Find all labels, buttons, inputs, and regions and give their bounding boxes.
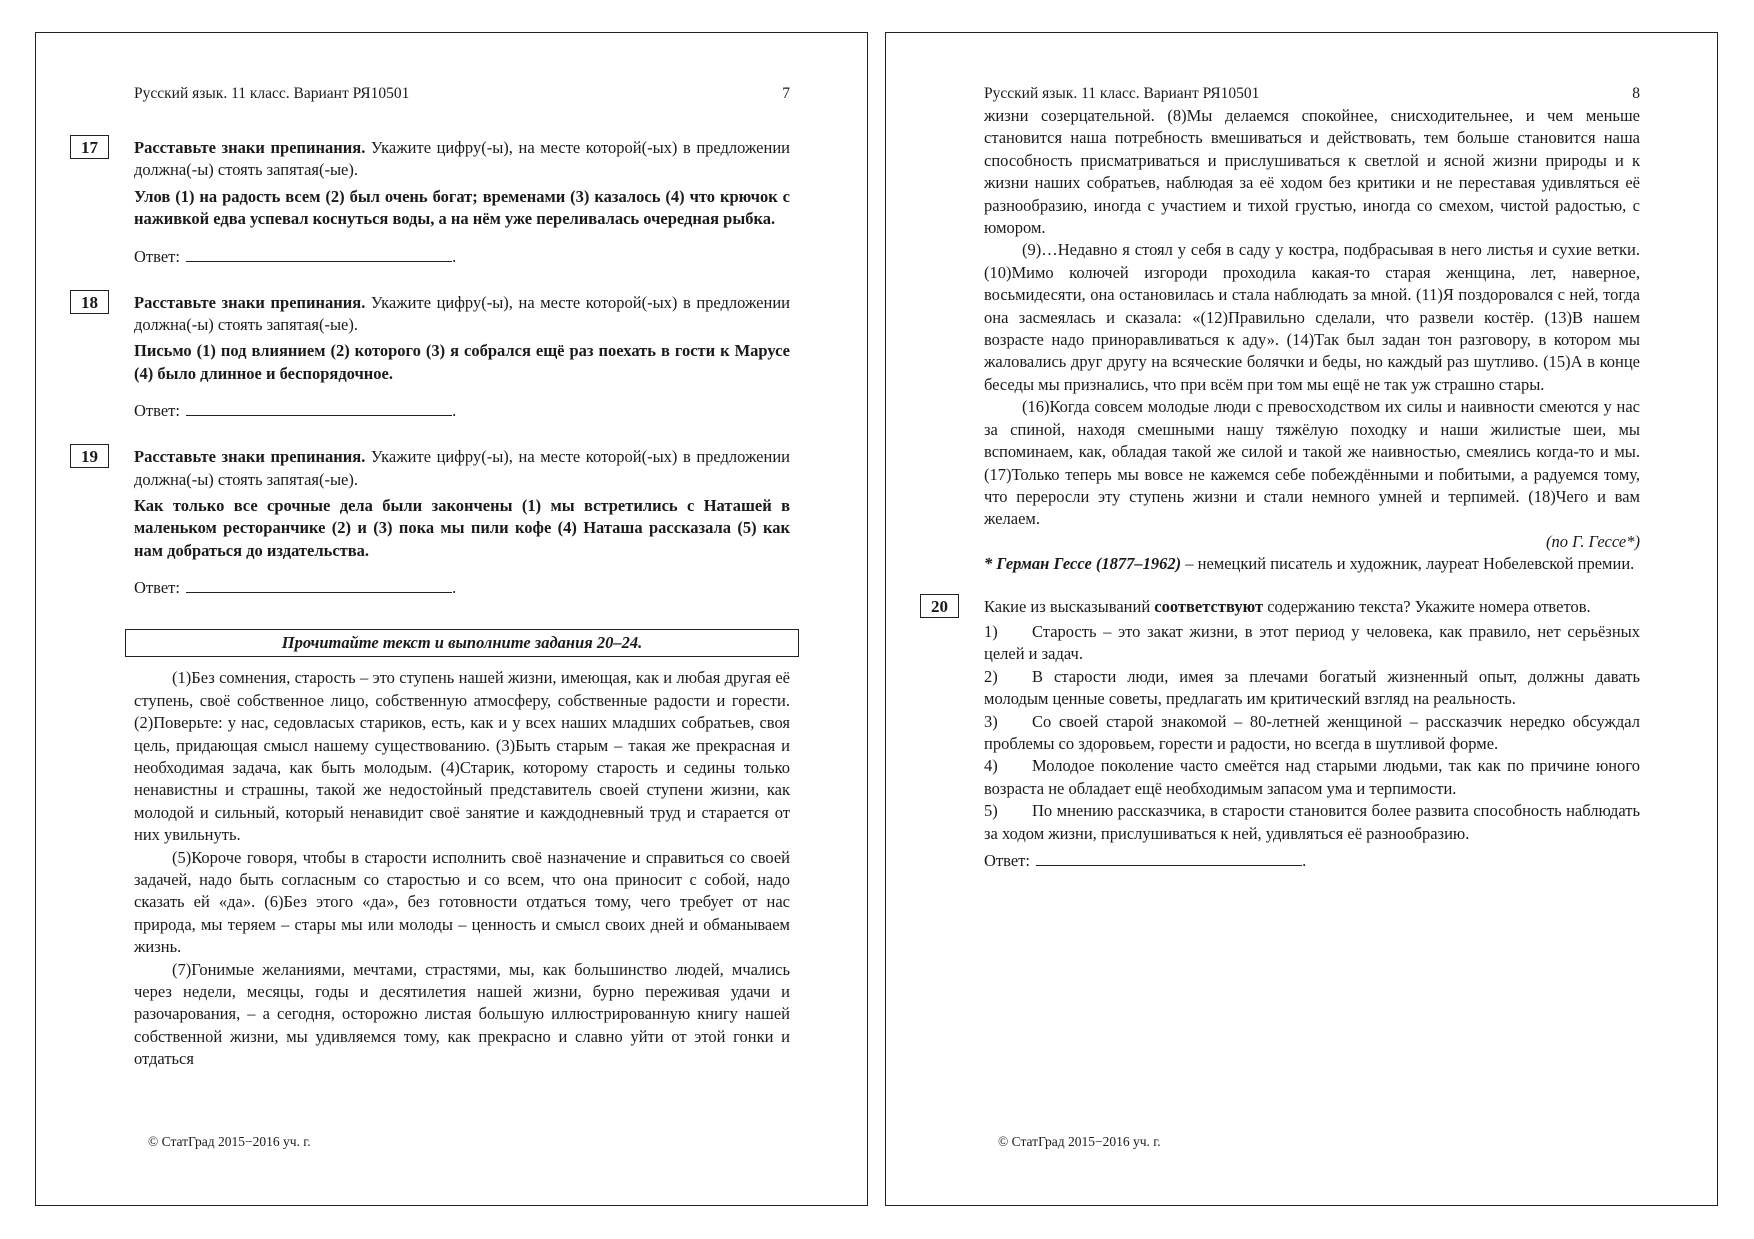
option-number: 1): [984, 621, 998, 641]
page-header: [984, 83, 1640, 105]
text-paragraph: (9)…Недавно я стоял у себя в саду у костра, подбрасывая в него листья и сухие ветки. (10)Мимо колючей изгороди проходила какая-то старая женщина, лет, наверное, восьмидесяти, она остановилась и стала наблюдать за мной. (11)Я поздоровался с ней, тогда она засмеялась и сказала: «(12)Правильно сделали, что развели костёр. (13)В нашем возрасте надо приноравливаться к аду». (14)Так был задан тон разговору, в котором мы жаловались друг другу на всяческие болячки и беды, но каждый раз шутливо. (15)А в конце беседы мы признались, что при всём при том мы ещё не так уж страшно стары.: [984, 240, 1640, 394]
answer-line[interactable]: [186, 245, 452, 262]
left-page: [35, 32, 868, 1206]
instruction-bold: Расставьте знаки препинания.: [134, 447, 366, 467]
option-number: 5): [984, 801, 998, 821]
answer-end: .: [1302, 851, 1307, 870]
page-footer: © СтатГрад 2015−2016 уч. г.: [148, 1134, 311, 1149]
task-18: [81, 292, 790, 423]
answer-row: [984, 849, 1640, 872]
page-number: 7: [782, 85, 790, 102]
header-title: Русский язык. 11 класс. Вариант РЯ10501: [984, 85, 1260, 102]
answer-line[interactable]: [186, 399, 452, 416]
answer-label: Ответ:: [984, 851, 1030, 870]
option-list: [984, 621, 1640, 845]
task-17: [81, 137, 790, 268]
option-number: 3): [984, 711, 998, 731]
text-source: (по Г. Гессе*): [1545, 531, 1640, 551]
instruction-bold: Расставьте знаки препинания.: [134, 138, 366, 157]
page-number: 8: [1632, 85, 1640, 102]
answer-row: [134, 245, 790, 268]
option-item: [984, 755, 1640, 800]
instruction-text: Укажите цифру(-ы), на месте которой(-ых) в предложении должна(-ы) стоять запятая(-ые).: [134, 447, 790, 489]
page-footer: © СтатГрад 2015−2016 уч. г.: [998, 1134, 1161, 1149]
option-text: Со своей старой знакомой – 80-летней женщиной – рассказчик нередко обсуждал проблемы со здоровьем, горести и радости, но всегда в шутливой форме.: [984, 711, 1640, 753]
answer-label: Ответ:: [134, 401, 180, 421]
answer-line[interactable]: [186, 576, 452, 593]
option-text: В старости люди, имея за плечами богатый жизненный опыт, должны давать молодым ценные советы, предлагать им критический взгляд на реальность.: [984, 666, 1640, 709]
option-text: Старость – это закат жизни, в этот период у человека, как правило, нет серьёзных целей и задач.: [984, 621, 1640, 664]
left-page-content: [81, 83, 790, 1071]
task-instruction: [134, 137, 790, 182]
instruction-text: Укажите цифру(-ы), на месте которой(-ых) в предложении должна(-ы) стоять запятая(-ые).: [134, 138, 790, 180]
option-item: [984, 800, 1640, 845]
right-page-content: [931, 83, 1640, 872]
answer-label: Ответ:: [134, 578, 180, 598]
answer-end: .: [452, 578, 457, 598]
task-20: [931, 596, 1640, 872]
text-paragraph: (7)Гонимые желаниями, мечтами, страстями, мы, как большинство людей, мчались через недели, месяцы, годы и десятилетия нашей жизни, бурно переживая удачи и разочарования, – а сегодня, осторожно листая большую иллюстрированную книгу нашей собственной жизни, мы удивляемся тому, как прекрасно и славно уйти от этой гонки и отдаться: [134, 959, 790, 1069]
task-sentence: Как только все срочные дела были закончены (1) мы встретились с Наташей в маленьком ресторанчике (2) и (3) пока мы пили кофе (4) Наташа рассказала (5) как нам добраться до издательства.: [134, 496, 790, 560]
text-paragraph: (16)Когда совсем молодые люди с превосходством их силы и наивности смеются у нас за спиной, находя смешными нашу тяжёлую походку и наши жилистые шеи, мы вспоминаем, как, обладая такой же силой и такой же наивностью, смеялись когда-то и мы. (17)Только теперь мы вовсе не кажемся себе побеждёнными и побитыми, а радуемся тому, что переросли эту ступень жизни и стали немного умней и терпимей. (18)Чего и вам желаем.: [984, 397, 1640, 529]
text-paragraph: (1)Без сомнения, старость – это ступень нашей жизни, имеющая, как и любая другая её ступень, своё собственное лицо, собственную атмосферу, собственные радости и горести. (2)Поверьте: у нас, седовласых стариков, есть, как и у всех наших младших собратьев, своя цель, придающая смысл нашему существованию. (3)Быть старым – такая же прекрасная и необходимая задача, как быть молодым. (4)Старик, которому старость и седины только ненавистны и страшны, такой же недостойный представитель своей ступени жизни, как молодой и сильный, который ненавидит своё занятие и каждодневный труд и старается от них увильнуть.: [134, 668, 790, 845]
task-number-box: 20: [920, 594, 959, 618]
answer-end: .: [452, 246, 457, 266]
task-number-box: 19: [70, 444, 109, 468]
task-question: [984, 596, 1640, 618]
header-title: Русский язык. 11 класс. Вариант РЯ10501: [134, 85, 410, 102]
text-paragraph: жизни созерцательной. (8)Мы делаемся спокойнее, снисходительнее, и чем меньше становится наша потребность вмешиваться и действовать, тем больше становится наша способность присматриваться и прислушиваться к светлой и ясной жизни природы и к жизни наших собратьев, наблюдая за её ходом без критики и не переставая удивляться её разнообразию, иногда с участием и тихой грустью, иногда со смехом, чистой радостью, с юмором.: [984, 106, 1640, 238]
task-19: [81, 446, 790, 599]
task-instruction: [134, 292, 790, 337]
question-bold: соответствуют: [1154, 596, 1264, 616]
option-item: [984, 621, 1640, 666]
task-number-box: 18: [70, 290, 109, 314]
task-sentence: Улов (1) на радость всем (2) был очень богат; временами (3) казалось (4) что крючок с наживкой едва успевал коснуться воды, а на нём уже переливалась очередная рыбка.: [134, 186, 790, 229]
reading-banner: Прочитайте текст и выполните задания 20–24.: [125, 629, 799, 657]
answer-row: [134, 399, 790, 422]
answer-label: Ответ:: [134, 246, 180, 266]
option-number: 2): [984, 666, 998, 686]
page-header: [134, 83, 790, 105]
option-number: 4): [984, 756, 998, 776]
option-item: [984, 711, 1640, 756]
answer-line[interactable]: [1036, 849, 1302, 866]
author-note: [984, 553, 1640, 575]
author-note-bold: * Герман Гессе (1877–1962): [984, 554, 1182, 574]
answer-row: [134, 576, 790, 599]
option-text: По мнению рассказчика, в старости становится более развита способность наблюдать за ходом жизни, прислушиваться к ней, удивляться её разнообразию.: [984, 801, 1640, 843]
question-text-b: содержанию текста? Укажите номера ответов.: [1263, 596, 1591, 616]
option-item: [984, 666, 1640, 711]
task-sentence: Письмо (1) под влиянием (2) которого (3) я собрался ещё раз поехать в гости к Марусе (4) было длинное и беспорядочное.: [134, 341, 790, 383]
answer-end: .: [452, 401, 457, 421]
task-instruction: [134, 446, 790, 491]
instruction-text: Укажите цифру(-ы), на месте которой(-ых) в предложении должна(-ы) стоять запятая(-ые).: [134, 292, 790, 335]
question-text-a: Какие из высказываний: [984, 596, 1155, 616]
option-text: Молодое поколение часто смеётся над старыми людьми, так как по причине юного возраста не обладает ещё необходимым запасом ума и терпимости.: [984, 756, 1640, 798]
instruction-bold: Расставьте знаки препинания.: [134, 292, 366, 312]
author-note-text: – немецкий писатель и художник, лауреат Нобелевской премии.: [1181, 554, 1635, 574]
task-number-box: 17: [70, 135, 109, 159]
text-paragraph: (5)Короче говоря, чтобы в старости исполнить своё назначение и справиться со своей задачей, надо быть согласным со старостью и со всем, что она приносит с собой, надо сказать ей «да». (6)Без этого «да», без готовности отдаться тому, чего требует от нас природа, мы теряем – стары мы или молоды – ценность и смысл своих дней и обманываем жизнь.: [134, 847, 790, 957]
right-page: [885, 32, 1718, 1206]
